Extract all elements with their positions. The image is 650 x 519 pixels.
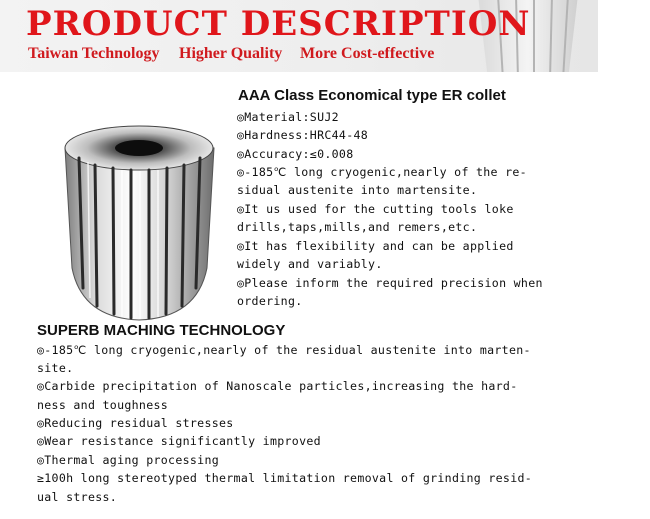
spec-line: ◎It has flexibility and can be applied (237, 239, 514, 253)
header-banner (0, 0, 598, 72)
spec-line: drills,taps,mills,and remers,etc. (237, 220, 478, 234)
technology-line: ness and toughness (37, 398, 169, 412)
spec-line: ◎Accuracy:≤0.008 (237, 147, 354, 161)
spec-line: ◎Please inform the required precision when (237, 276, 543, 290)
technology-line: ◎-185℃ long cryogenic,nearly of the residual austenite into marten- (37, 343, 531, 357)
spec-line: ordering. (237, 294, 303, 308)
spec-title: AAA Class Economical type ER collet (238, 87, 506, 104)
page-title: PRODUCT DESCRIPTION (26, 4, 531, 44)
spec-line: ◎It us used for the cutting tools loke (237, 202, 514, 216)
technology-line: site. (37, 361, 74, 375)
spec-line: ◎Material:SUJ2 (237, 110, 339, 124)
tagline-technology: Taiwan Technology (28, 45, 160, 62)
spec-line: ◎-185℃ long cryogenic,nearly of the re- (237, 165, 527, 179)
spec-line: ◎Hardness:HRC44-48 (237, 128, 369, 142)
tagline-quality: Higher Quality (179, 45, 283, 62)
spec-line: widely and variably. (237, 257, 383, 271)
tagline-cost: More Cost-effective (300, 45, 435, 62)
technology-line: ◎Thermal aging processing (37, 453, 220, 467)
technology-title: SUPERB MACHING TECHNOLOGY (37, 322, 286, 339)
spec-line: sidual austenite into martensite. (237, 183, 478, 197)
technology-line: ◎Wear resistance significantly improved (37, 434, 321, 448)
er-collet-image (57, 118, 222, 323)
technology-line: ≥100h long stereotyped thermal limitation removal of grinding resid- (37, 471, 533, 485)
technology-line: ◎Carbide precipitation of Nanoscale particles,increasing the hard- (37, 379, 518, 393)
technology-line: ual stress. (37, 490, 118, 504)
technology-line: ◎Reducing residual stresses (37, 416, 234, 430)
